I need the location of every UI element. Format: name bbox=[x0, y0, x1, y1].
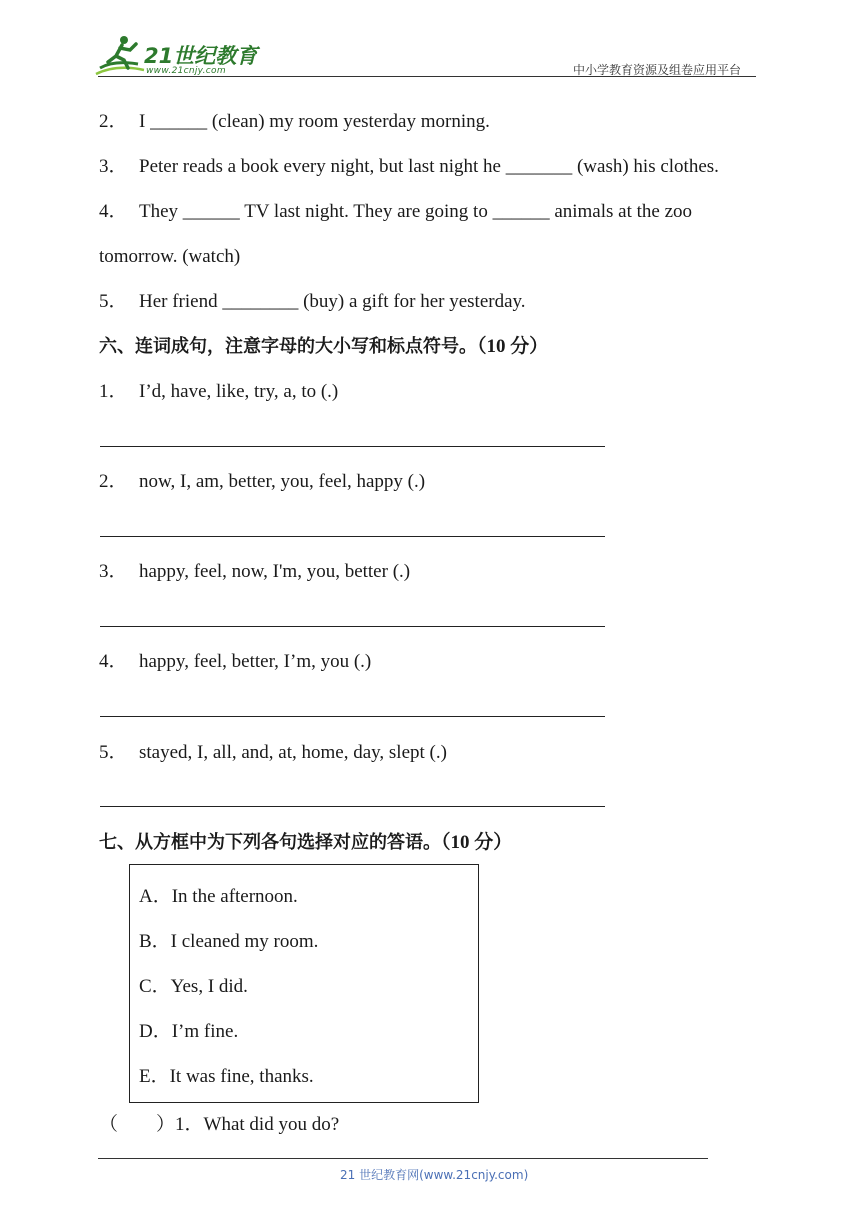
answer-line[interactable] bbox=[100, 806, 605, 807]
exercise-item: 5． Her friend ________ (buy) a gift for her yesterday. bbox=[99, 291, 526, 312]
answer-line[interactable] bbox=[100, 716, 605, 717]
question-item: （ ）1．What did you do? bbox=[99, 1114, 340, 1135]
answer-bracket[interactable]: （ ） bbox=[99, 1114, 176, 1135]
option-item: D．I’m fine. bbox=[139, 1021, 239, 1042]
section-heading: 七、从方框中为下列各句选择对应的答语。（10 分） bbox=[99, 832, 513, 853]
exercise-item: 5． stayed, I, all, and, at, home, day, slept (.) bbox=[99, 742, 447, 763]
footer-link[interactable]: 21 世纪教育网(www.21cnjy.com) bbox=[340, 1168, 529, 1182]
exercise-item: 2． I ______ (clean) my room yesterday morning. bbox=[99, 111, 490, 132]
logo-url: www.21cnjy.com bbox=[146, 66, 226, 76]
runner-logo-icon bbox=[94, 34, 146, 76]
options-box bbox=[129, 864, 479, 1103]
option-item: C．Yes, I did. bbox=[139, 976, 248, 997]
exercise-item: 2． now, I, am, better, you, feel, happy (.) bbox=[99, 471, 426, 492]
site-logo bbox=[94, 34, 264, 78]
option-item: E．It was fine, thanks. bbox=[139, 1066, 314, 1087]
header-divider bbox=[98, 76, 756, 77]
exercise-item: 3． Peter reads a book every night, but last night he _______ (wash) his clothes. bbox=[99, 156, 719, 177]
answer-line[interactable] bbox=[100, 536, 605, 537]
platform-name: 中小学教育资源及组卷应用平台 bbox=[573, 63, 742, 77]
logo-brand: 21世纪教育 bbox=[144, 44, 258, 68]
answer-line[interactable] bbox=[100, 626, 605, 627]
answer-line[interactable] bbox=[100, 446, 605, 447]
footer-divider bbox=[98, 1158, 708, 1159]
exercise-item: 1． I’d, have, like, try, a, to (.) bbox=[99, 381, 339, 402]
exercise-item: 4． happy, feel, better, I’m, you (.) bbox=[99, 651, 372, 672]
option-item: B．I cleaned my room. bbox=[139, 931, 319, 952]
exercise-item: 4． They ______ TV last night. They are going to ______ animals at the zoo bbox=[99, 201, 693, 222]
option-item: A．In the afternoon. bbox=[139, 886, 298, 907]
exercise-item-continuation: tomorrow. (watch) bbox=[99, 246, 241, 267]
exercise-item: 3． happy, feel, now, I'm, you, better (.) bbox=[99, 561, 411, 582]
section-heading: 六、连词成句，注意字母的大小写和标点符号。（10 分） bbox=[99, 336, 549, 357]
